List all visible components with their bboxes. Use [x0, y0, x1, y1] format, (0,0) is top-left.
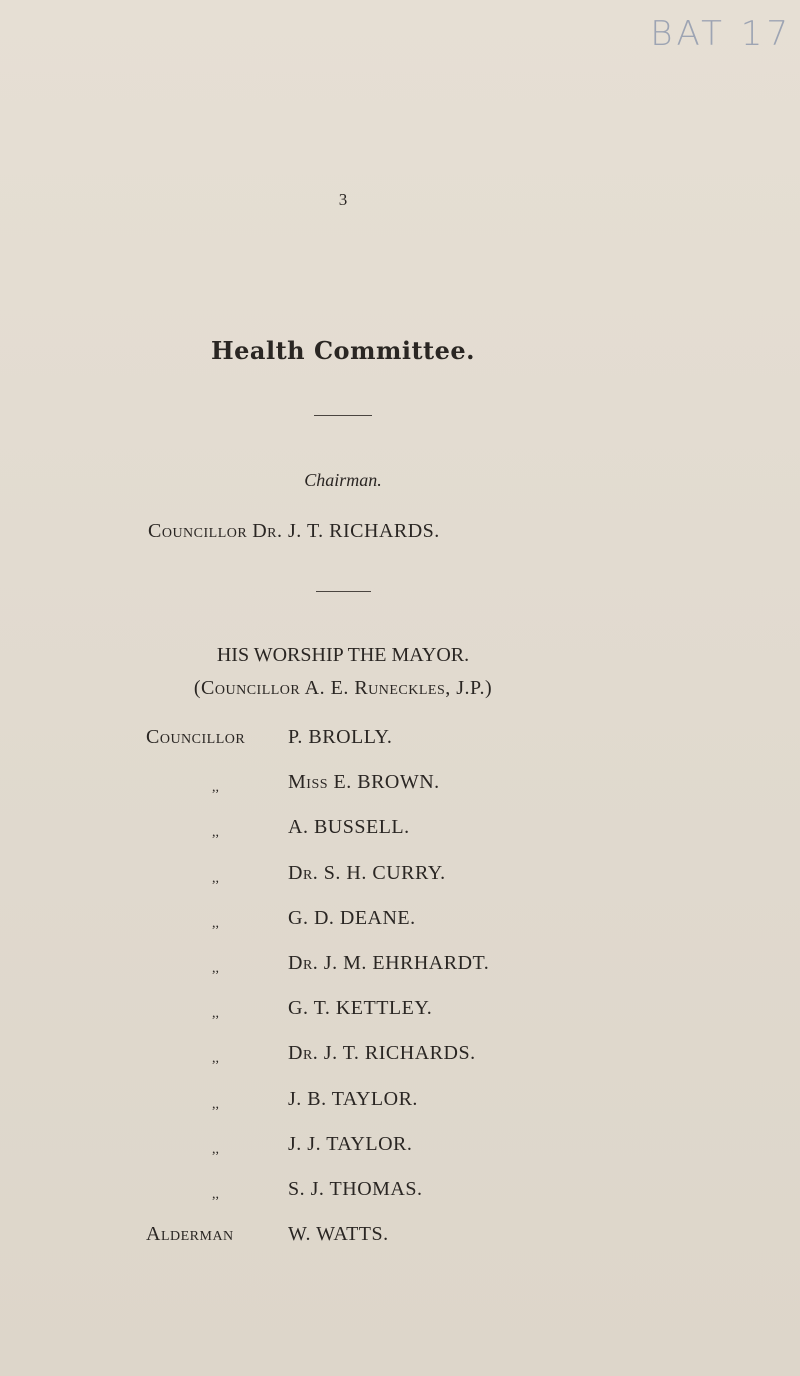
- member-name: Dr. S. H. CURRY.: [288, 862, 446, 884]
- divider-rule: [314, 415, 372, 416]
- member-name: Dr. J. T. RICHARDS.: [288, 1042, 476, 1064]
- member-title: Councillor: [146, 726, 246, 748]
- member-entry: [0, 862, 800, 892]
- member-name: S. J. THOMAS.: [288, 1178, 423, 1200]
- member-entry: [0, 1042, 800, 1072]
- member-entry: [0, 1178, 800, 1208]
- chairman-entry: [148, 520, 440, 543]
- member-name: G. T. KETTLEY.: [288, 997, 433, 1019]
- ditto-mark: ,,: [212, 825, 219, 840]
- member-title: Alderman: [146, 1223, 234, 1245]
- member-entry: [0, 771, 800, 801]
- ditto-mark: ,,: [212, 780, 219, 795]
- member-entry: [0, 816, 800, 846]
- member-name: P. BROLLY.: [288, 726, 393, 748]
- member-name: W. WATTS.: [288, 1223, 389, 1245]
- ditto-mark: ,,: [212, 871, 219, 886]
- member-name: Miss E. BROWN.: [288, 771, 440, 793]
- mayor-line: HIS WORSHIP THE MAYOR.: [216, 644, 470, 666]
- member-name: J. J. TAYLOR.: [288, 1133, 413, 1155]
- chairman-role: Councillor: [148, 520, 248, 542]
- member-entry: [0, 1088, 800, 1118]
- page-title: Health Committee.: [210, 336, 476, 365]
- chairman-name: Dr. J. T. RICHARDS.: [252, 520, 440, 542]
- member-entry: [0, 1223, 800, 1253]
- ditto-mark: ,,: [212, 961, 219, 976]
- ditto-mark: ,,: [212, 916, 219, 931]
- member-entry: [0, 1133, 800, 1163]
- ditto-mark: ,,: [212, 1142, 219, 1157]
- member-name: G. D. DEANE.: [288, 907, 416, 929]
- member-name: J. B. TAYLOR.: [288, 1088, 418, 1110]
- member-name: Dr. J. M. EHRHARDT.: [288, 952, 490, 974]
- ditto-mark: ,,: [212, 1051, 219, 1066]
- handwritten-reference: BAT 17: [650, 14, 792, 54]
- member-entry: [0, 997, 800, 1027]
- ditto-mark: ,,: [212, 1187, 219, 1202]
- chairman-heading: Chairman.: [304, 470, 382, 490]
- member-entry: [0, 726, 800, 756]
- page-number: 3: [338, 190, 348, 209]
- member-name: A. BUSSELL.: [288, 816, 410, 838]
- ditto-mark: ,,: [212, 1097, 219, 1112]
- mayor-subtitle: (Councillor A. E. Runeckles, J.P.): [193, 677, 493, 699]
- member-entry: [0, 907, 800, 937]
- ditto-mark: ,,: [212, 1006, 219, 1021]
- member-entry: [0, 952, 800, 982]
- divider-rule: [316, 591, 371, 592]
